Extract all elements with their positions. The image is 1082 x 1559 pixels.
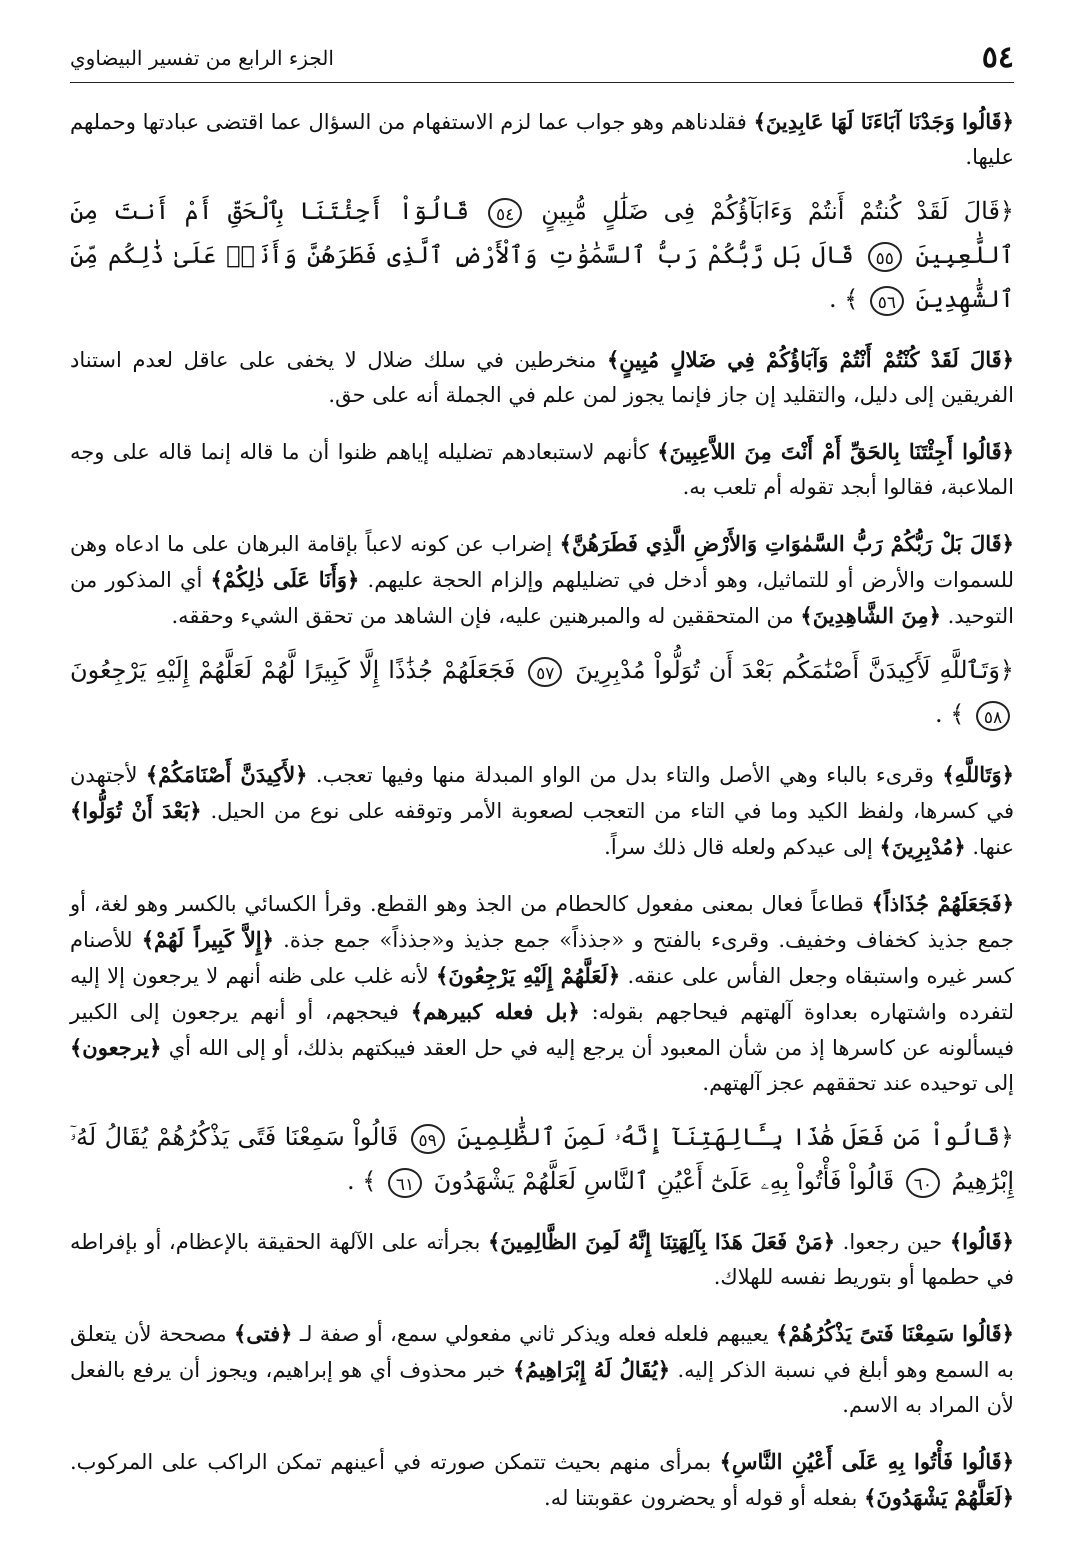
page-header	[70, 40, 1014, 83]
quran-quote: ﴿فَجَعَلَهُمْ جُذَاذاً﴾	[871, 891, 1014, 916]
ayah-number-marker: ٦٠	[906, 1168, 940, 1198]
commentary-paragraph-5	[70, 757, 1014, 865]
quran-quote: ﴿قَالُوا سَمِعْنَا فَتىً يَذْكُرُهُمْ﴾	[775, 1321, 1014, 1346]
verse-close: ﴾ .	[828, 285, 859, 313]
commentary-paragraph-3	[70, 434, 1014, 505]
commentary-text: فيحجهم، أو أنهم يرجعون إلى الكبير فيسألونه عن كاسرها إذ من شأن المعبود أن يرجع إليه في حل العقد فيبكتهم بذلك، أو إلى الله أي	[70, 1000, 1014, 1060]
commentary-text: مصححة لأن يتعلق به السمع وهو أبلغ في نسبة الذكر إليه.	[70, 1322, 1014, 1382]
commentary-text: أي المذكور من التوحيد.	[70, 568, 1014, 628]
commentary-text: وقرىء بالباء وهي الأصل والتاء بدل من الواو المبدلة منها وفيها تعجب.	[315, 763, 934, 787]
commentary-text: إلى عيدكم ولعله قال ذلك سراً.	[604, 835, 873, 859]
verse-block-2	[70, 648, 1014, 736]
commentary-text: بفعله أو قوله أو يحضرون عقوبتنا له.	[544, 1486, 858, 1510]
commentary-paragraph-1	[70, 104, 1014, 175]
commentary-text: منخرطين في سلك ضلال لا يخفى على عاقل لعدم استناد الفريقين إلى دليل، والتقليد إن جاز فإنما يجوز لمن علم في الجملة أنه على حق.	[70, 348, 1014, 407]
verse-text: ﴿وَتَٱللَّهِ لَأَكِيدَنَّ أَصْنَٰمَكُم بَعْدَ أَن تُوَلُّواْ مُدْبِرِينَ	[575, 656, 1014, 684]
quran-quote: ﴿قَالُوا﴾	[949, 1229, 1014, 1254]
commentary-paragraph-4	[70, 526, 1014, 634]
commentary-text: عنها.	[972, 835, 1014, 859]
commentary-text: إضراب عن كونه لاعباً بإقامة البرهان على ما ادعاه وهن للسموات والأرض أو للتماثيل، وهو أدخل في تضليلهم وإلزام الحجة عليهم.	[70, 532, 1014, 592]
quran-quote: ﴿مَنْ فَعَلَ هَذَا بِآلِهَتِنَا إِنَّهُ لَمِنَ الظَّالِمِينَ﴾	[487, 1229, 835, 1254]
quran-quote: ﴿قَالَ بَلْ رَبُّكُمْ رَبُّ السَّمٰوَاتِ وَالأَرْضِ الَّذِي فَطَرَهُنَّ﴾	[559, 531, 1014, 556]
commentary-text: بجرأته على الآلهة الحقيقة بالإعظام، أو بإفراطه في حطمها أو بتوريط نفسه للهلاك.	[70, 1230, 1014, 1289]
verse-text: قَالُوٓاْ أَجِئْتَنَا بِٱلْحَقِّ أَمْ أَنتَ مِنَ ٱللَّٰعِبِينَ	[70, 197, 1014, 269]
verse-text: قَالُواْ سَمِعْنَا فَتًى يَذْكُرُهُمْ يُقَالُ لَهُۥٓ إِبْرَٰهِيمُ	[70, 1123, 1014, 1195]
ayah-number-marker: ٥٩	[411, 1124, 445, 1154]
quran-quote: ﴿إِلاَّ كَبِيراً لَهُمْ﴾	[141, 927, 274, 952]
commentary-text: كأنهم لاستبعادهم تضليله إياهم ظنوا أن ما قاله إنما قاله على وجه الملاعبة، فقالوا أبجد تقوله أم تلعب به.	[70, 440, 1014, 499]
quran-quote: ﴿قَالُوا أَجِئْتَنَا بِالحَقِّ أَمْ أَنْتَ مِنَ اللاَّعِبِينَ﴾	[657, 439, 1014, 464]
quran-quote: ﴿يُقَالُ لَهُ إِبْرَاهِيمُ﴾	[512, 1357, 671, 1382]
commentary-text: قطاعاً فعال بمعنى مفعول كالحطام من الجذ وهو القطع. وقرأ الكسائي بالكسر وهو لغة، أو جمع جذيذ كخفاف وخفيف. وقرىء بالفتح و «جذذاً» جمع جذيذ و«جذذاً» جمع جذة.	[70, 892, 1014, 952]
quran-quote: ﴿بَعْدَ أَنْ تُوَلُّوا﴾	[70, 798, 202, 823]
running-head: الجزء الرابع من تفسير البيضاوي	[70, 46, 334, 70]
commentary-text: من المتحققين له والمبرهنين عليه، فإن الشاهد من تحقق الشيء وحققه.	[171, 604, 794, 628]
quran-quote: ﴿فتى﴾	[234, 1321, 293, 1346]
commentary-paragraph-2	[70, 342, 1014, 413]
ayah-number-marker: ٥٨	[976, 701, 1010, 731]
commentary-paragraph-8	[70, 1316, 1014, 1423]
quran-quote: ﴿لَعَلَّهُمْ يَشْهَدُونَ﴾	[864, 1485, 1014, 1510]
quran-quote: ﴿قَالُوا وَجَدْنَا آبَاءَنَا لَهَا عَابِدِينَ﴾	[753, 109, 1014, 134]
commentary-text: للأصنام كسر غيره واستبقاه وجعل الفأس على عنقه.	[70, 928, 1014, 988]
commentary-text: يعيبهم فلعله فعله ويذكر ثاني مفعولي سمع، أو صفة لـ	[299, 1322, 769, 1346]
verse-close: ﴾ .	[935, 700, 965, 728]
commentary-text: حين رجعوا.	[842, 1230, 943, 1254]
quran-quote: ﴿مُدْبِرِينَ﴾	[879, 834, 966, 859]
commentary-text: لأجتهدن في كسرها، ولفظ الكيد وما في التاء من التعجب لصعوبة الأمر وتوقفه على نوع من الحيل.	[70, 763, 1014, 823]
ayah-number-marker: ٥٧	[528, 657, 562, 687]
quran-quote: ﴿مِنَ الشَّاهِدِينَ﴾	[800, 603, 941, 628]
quran-quote: ﴿بل فعله كبيرهم﴾	[410, 999, 580, 1024]
commentary-text: خبر محذوف أي هو إبراهيم، ويجوز أن يرفع بالفعل لأن المراد به الاسم.	[70, 1358, 1014, 1417]
quran-quote: ﴿وَأَنَا عَلَى ذٰلِكُمْ﴾	[210, 567, 360, 592]
ayah-number-marker: ٥٦	[870, 286, 904, 316]
quran-quote: ﴿قَالَ لَقَدْ كُنْتُمْ أَنْتُمْ وَآبَاؤُكُمْ فِي ضَلالٍ مُبِينٍ﴾	[606, 347, 1014, 372]
ayah-number-marker: ٥٤	[488, 198, 522, 228]
quran-quote: ﴿لأَكِيدَنَّ أَصْنَامَكُمْ﴾	[145, 762, 308, 787]
quran-quote: ﴿وَتَاللَّهِ﴾	[942, 762, 1014, 787]
ayah-number-marker: ٦١	[388, 1168, 422, 1198]
verse-close: ﴾ .	[347, 1167, 377, 1195]
verse-text: فَجَعَلَهُمْ جُذَٰذًا إِلَّا كَبِيرًا لَّهُمْ لَعَلَّهُمْ إِلَيْهِ يَرْجِعُونَ	[70, 656, 516, 684]
quran-quote: ﴿قَالُوا فَأْتُوا بِهِ عَلَى أَعْيُنِ النَّاسِ﴾	[719, 1449, 1014, 1474]
page-number: ٥٤	[981, 40, 1014, 75]
verse-block-3	[70, 1115, 1014, 1203]
commentary-text: لأنه غلب على ظنه أنهم لا يرجعون إلا إليه لتفرده واشتهاره بعداوة آلهتهم فيحاجهم بقوله:	[70, 964, 1015, 1024]
commentary-paragraph-6	[70, 886, 1014, 1101]
verse-text: قَالُواْ فَأْتُواْ بِهِۦ عَلَىٰٓ أَعْيُنِ ٱلنَّاسِ لَعَلَّهُمْ يَشْهَدُونَ	[433, 1167, 895, 1195]
verse-text: ﴿قَالُواْ مَن فَعَلَ هَٰذَا بِـَٔالِهَتِنَآ إِنَّهُۥ لَمِنَ ٱلظَّٰلِمِينَ	[457, 1123, 1014, 1151]
commentary-text: إلى توحيده عند تحققهم عجز آلهتهم.	[702, 1071, 1014, 1095]
quran-quote: ﴿يرجعون﴾	[70, 1035, 162, 1060]
commentary-paragraph-9	[70, 1444, 1014, 1516]
verse-text: ﴿قَالَ لَقَدْ كُنتُمْ أَنتُمْ وَءَابَآؤُكُمْ فِى ضَلَٰلٍ مُّبِينٍ	[541, 197, 1014, 225]
commentary-text: فقلدناهم وهو جواب عما لزم الاستفهام من السؤال عما اقتضى عبادتها وحملهم عليها.	[70, 110, 1014, 169]
commentary-paragraph-7	[70, 1224, 1014, 1295]
ayah-number-marker: ٥٥	[868, 242, 902, 272]
quran-quote: ﴿لَعَلَّهُمْ إِلَيْهِ يَرْجِعُونَ﴾	[436, 963, 621, 988]
verse-block-1	[70, 189, 1014, 321]
verse-text: قَالَ بَل رَّبُّكُمْ رَبُّ ٱلسَّمَٰوَٰتِ وَٱلْأَرْضِ ٱلَّذِى فَطَرَهُنَّ وَأَنَا۠ عَلَىٰ ذَٰلِكُم مِّنَ ٱلشَّٰهِدِينَ	[70, 241, 1014, 313]
commentary-text: بمرأى منهم بحيث تتمكن صورته في أعينهم تمكن الراكب على المركوب.	[70, 1450, 712, 1474]
